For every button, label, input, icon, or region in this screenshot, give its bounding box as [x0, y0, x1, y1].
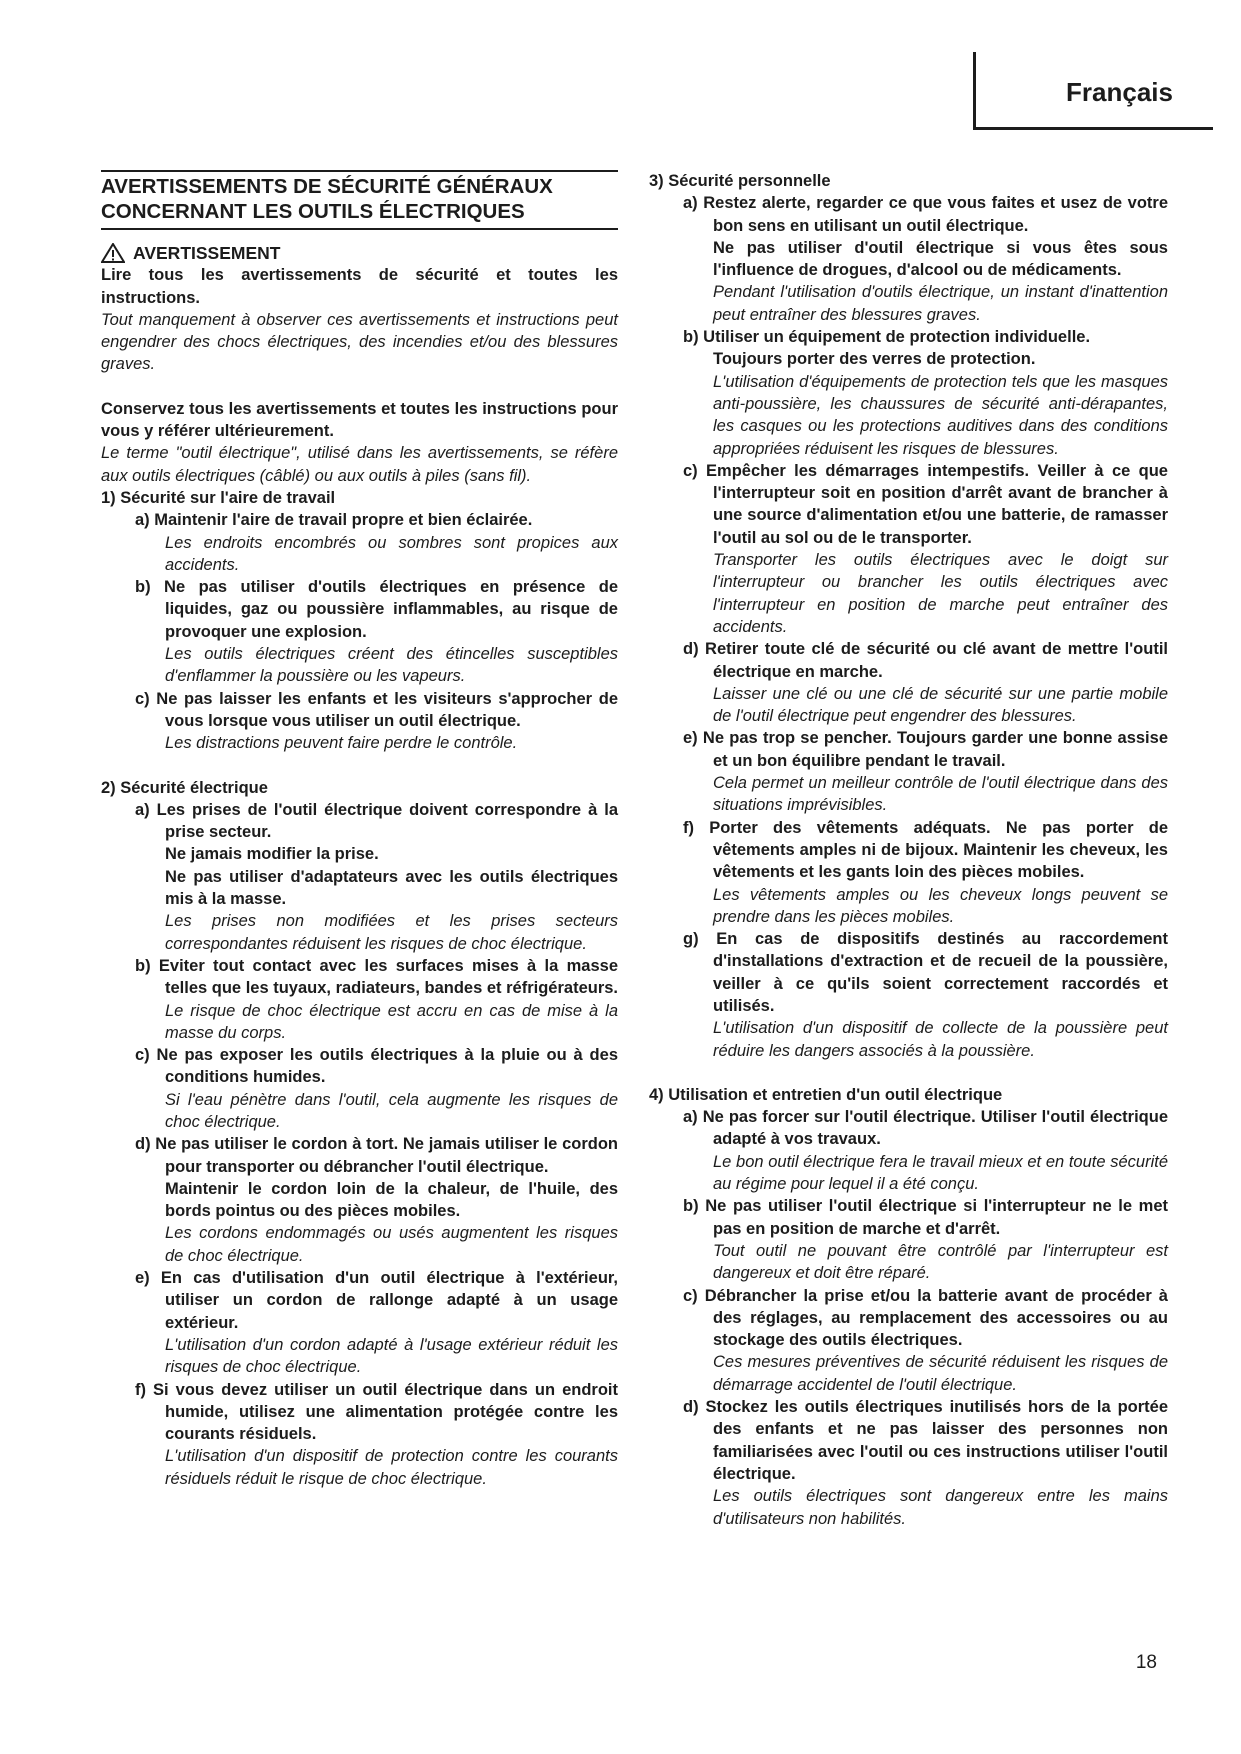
language-label: Français — [1066, 77, 1173, 107]
item-2e: e) En cas d'utilisation d'un outil électrique à l'extérieur, utiliser un cordon de rallonge adapté à un usage extérieur. L'utilisation d'un cordon adapté à l'usage extérieur réduit les risques de choc électrique. — [135, 1269, 618, 1377]
item-4b: b) Ne pas utiliser l'outil électrique si l'interrupteur ne le met pas en position de marche et d'arrêt. Tout outil ne pouvant être contrôlé par l'interrupteur est dangereux et doit être réparé. — [683, 1197, 1168, 1283]
item-2b: b) Eviter tout contact avec les surfaces mises à la masse telles que les tuyaux, radiateurs, bandes et réfrigérateurs. Le risque de choc électrique est accru en cas de mise à la masse du corps. — [135, 956, 619, 1042]
item-3e: e) Ne pas trop se pencher. Toujours garder une bonne assise et un bon équilibre pendant le travail. Cela permet un meilleur contrôle de l'outil électrique dans des situations imprévisibles. — [683, 729, 1168, 815]
item-2a: a) Les prises de l'outil électrique doivent correspondre à la prise secteur. Ne jamais modifier la prise. Ne pas utiliser d'adaptateurs avec les outils électriques mis à la masse. Les prises non modifiées et les prises secteurs correspondantes réduisent les risques de choc électrique. — [135, 800, 618, 953]
warning-italic-text: Tout manquement à observer ces avertissements et instructions peut engendrer des chocs électriques, des incendies et/ou des blessures graves. — [101, 310, 618, 374]
item-2c: c) Ne pas exposer les outils électriques à la pluie ou à des conditions humides. Si l'eau pénètre dans l'outil, cela augmente les risques de choc électrique. — [135, 1046, 618, 1131]
warning-label: AVERTISSEMENT — [133, 243, 281, 263]
item-3a: a) Restez alerte, regarder ce que vous faites et usez de votre bon sens en utilisant un outil électrique. Ne pas utiliser d'outil électrique si vous êtes sous l'influence de drogues, d'alcool ou de médicaments. Pendant l'utilisation d'outils électrique, un instant d'inattention peut entraîner des blessures graves. — [683, 194, 1168, 324]
warning-heading — [101, 242, 618, 264]
title-line-2: CONCERNANT LES OUTILS ÉLECTRIQUES — [101, 200, 525, 223]
item-1b: b) Ne pas utiliser d'outils électriques en présence de liquides, gaz ou poussière inflammables, au risque de provoquer une explosion. Les outils électriques créent des étincelles susceptibles d'enflammer la poussière ou les vapeurs. — [135, 578, 618, 686]
item-1a: a) Maintenir l'aire de travail propre et bien éclairée. Les endroits encombrés ou sombres sont propices aux accidents. — [135, 511, 618, 574]
item-2f: f) Si vous devez utiliser un outil électrique dans un endroit humide, utilisez une alimentation protégée contre les courants résiduels. L'utilisation d'un dispositif de protection contre les courants résiduels réduit le risque de choc électrique. — [135, 1380, 618, 1488]
item-4a: a) Ne pas forcer sur l'outil électrique. Utiliser l'outil électrique adapté à vos travaux. Le bon outil électrique fera le travail mieux et en toute sécurité au régime pour lequel il a été conçu. — [683, 1108, 1168, 1194]
section-1-title: 1) Sécurité sur l'aire de travail — [101, 488, 336, 507]
item-1c: c) Ne pas laisser les enfants et les visiteurs s'approcher de vous lorsque vous utiliser un outil électrique. Les distractions peuvent faire perdre le contrôle. — [135, 689, 618, 753]
warning-bold-text: Lire tous les avertissements de sécurité et toutes les instructions. — [101, 266, 618, 307]
section-2-title: 2) Sécurité électrique — [101, 778, 268, 797]
section-main-title — [101, 170, 618, 230]
item-3b: b) Utiliser un équipement de protection individuelle. Toujours porter des verres de protection. L'utilisation d'équipements de protection tels que les masques anti-poussière, les chaussures de sécurité anti-dérapantes, les casques ou les protections auditives dans des conditions appropriées réduisent les risques de blessures. — [683, 328, 1168, 458]
item-3d: d) Retirer toute clé de sécurité ou clé avant de mettre l'outil électrique en marche. Laisser une clé ou une clé de sécurité sur une partie mobile de l'outil électrique peut engendrer des blessures. — [683, 640, 1168, 726]
section-4-title: 4) Utilisation et entretien d'un outil électrique — [649, 1085, 1003, 1104]
item-2d: d) Ne pas utiliser le cordon à tort. Ne jamais utiliser le cordon pour transporter ou débrancher l'outil électrique. Maintenir le cordon loin de la chaleur, de l'huile, des bords pointus ou des pièces mobiles. Les cordons endommagés ou usés augmentent les risques de choc électrique. — [135, 1135, 618, 1265]
section-3-title: 3) Sécurité personnelle — [649, 172, 831, 190]
item-3c: c) Empêcher les démarrages intempestifs. Veiller à ce que l'interrupteur soit en position d'arrêt avant de brancher à une source d'alimentation et/ou une batterie, de ramasser l'outil au sol ou de le transporter. Transporter les outils électriques avec le doigt sur l'interrupteur ou brancher les outils électriques avec l'interrupteur en position de marche peut entraîner des accidents. — [683, 461, 1168, 636]
left-column — [101, 170, 618, 1490]
right-column — [649, 170, 1168, 1530]
keep-instructions-italic: Le terme "outil électrique", utilisé dans les avertissements, se réfère aux outils électriques (câblé) ou aux outils à piles (sans fil). — [101, 444, 618, 485]
warning-triangle-icon — [101, 243, 125, 263]
page-number: 18 — [1135, 1652, 1157, 1673]
item-4c: c) Débrancher la prise et/ou la batterie avant de procéder à des réglages, au remplacement des accessoires ou au stockage des outils électriques. Ces mesures préventives de sécurité réduisent les risques de démarrage accidentel de l'outil électrique. — [683, 1286, 1168, 1394]
language-tab — [973, 52, 1213, 130]
item-3f: f) Porter des vêtements adéquats. Ne pas porter de vêtements amples ni de bijoux. Maintenir les cheveux, les vêtements et les gants loin des pièces mobiles. Les vêtements amples ou les cheveux longs peuvent se prendre dans les pièces mobiles. — [683, 818, 1168, 926]
keep-instructions-bold: Conservez tous les avertissements et toutes les instructions pour vous y référer ultérieurement. — [101, 399, 618, 441]
title-line-1: AVERTISSEMENTS DE SÉCURITÉ GÉNÉRAUX — [101, 175, 553, 198]
item-4d: d) Stockez les outils électriques inutilisés hors de la portée des enfants et ne pas laisser des personnes non familiarisées avec l'outil ou ces instructions utiliser l'outil électrique. Les outils électriques sont dangereux entre les mains d'utilisateurs non habilités. — [683, 1398, 1168, 1528]
item-3g: g) En cas de dispositifs destinés au raccordement d'installations d'extraction et de recueil de la poussière, veiller à ce qu'ils soient correctement raccordés et utilisés. L'utilisation d'un dispositif de collecte de la poussière peut réduire les dangers associés à la poussière. — [683, 930, 1168, 1060]
